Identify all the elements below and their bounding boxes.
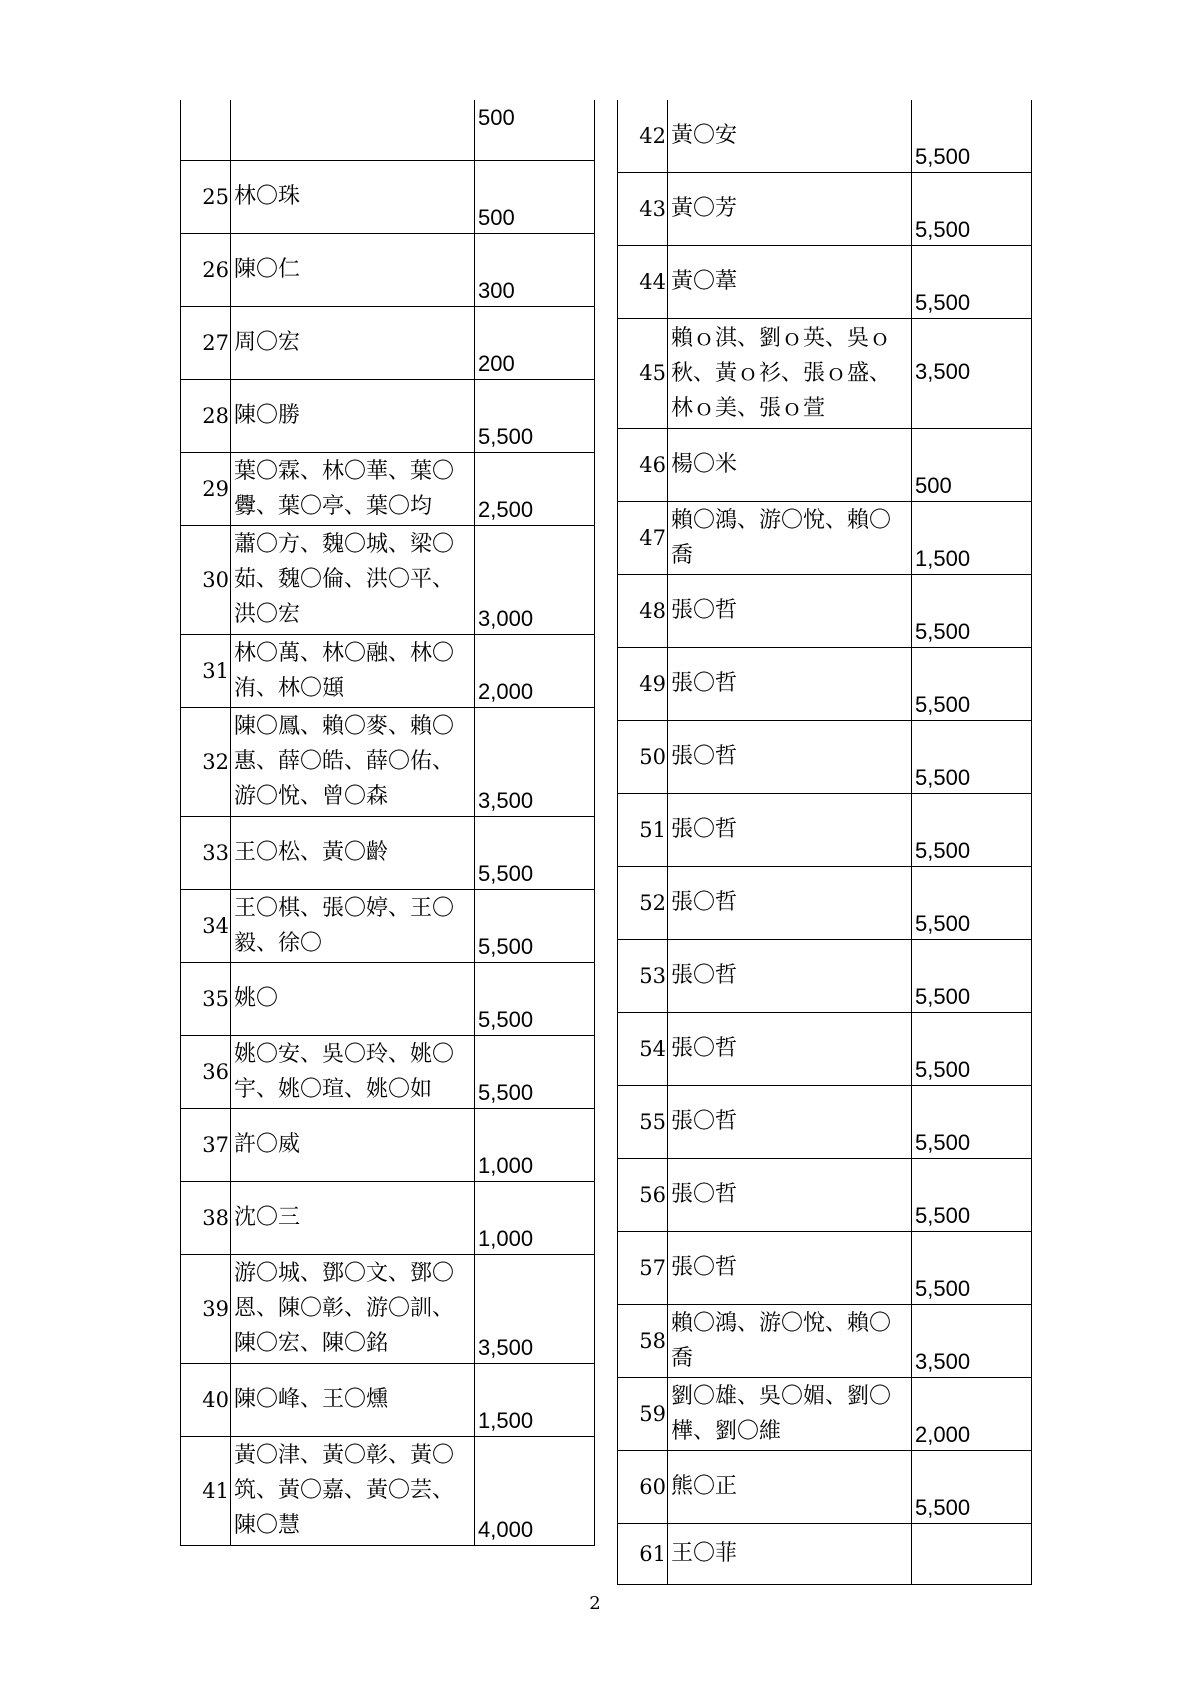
donor-names: 陳〇仁 [231, 233, 475, 306]
donor-names: 黃〇津、黃〇彰、黃〇筑、黃〇嘉、黃〇芸、陳〇慧 [231, 1436, 475, 1545]
donor-names: 陳〇勝 [231, 379, 475, 452]
donation-amount: 3,000 [475, 525, 595, 634]
donation-amount: 5,500 [912, 245, 1032, 318]
row-number: 57 [618, 1231, 668, 1304]
donor-names: 黃〇葦 [668, 245, 912, 318]
table-row [181, 707, 595, 816]
donor-names: 楊〇米 [668, 428, 912, 501]
donor-names: 賴〇鴻、游〇悅、賴〇喬 [668, 1304, 912, 1377]
donation-amount: 2,500 [475, 452, 595, 525]
donation-amount: 500 [475, 100, 595, 160]
row-number: 52 [618, 866, 668, 939]
donation-amount: 200 [475, 306, 595, 379]
table-row [181, 816, 595, 889]
row-number: 44 [618, 245, 668, 318]
table-row [181, 889, 595, 962]
row-number: 32 [181, 707, 231, 816]
donation-amount: 5,500 [912, 574, 1032, 647]
row-number: 29 [181, 452, 231, 525]
table-row [618, 793, 1032, 866]
row-number: 37 [181, 1108, 231, 1181]
table-row [181, 1254, 595, 1363]
donor-names: 張〇哲 [668, 1158, 912, 1231]
row-number: 26 [181, 233, 231, 306]
row-number: 33 [181, 816, 231, 889]
table-row [181, 1181, 595, 1254]
donation-amount: 5,500 [912, 866, 1032, 939]
donor-names: 葉〇霖、林〇華、葉〇釁、葉〇亭、葉〇均 [231, 452, 475, 525]
donor-names: 張〇哲 [668, 574, 912, 647]
donor-names: 游〇城、鄧〇文、鄧〇恩、陳〇彰、游〇訓、陳〇宏、陳〇銘 [231, 1254, 475, 1363]
table-row [618, 574, 1032, 647]
donation-amount: 5,500 [912, 1231, 1032, 1304]
table-row [181, 379, 595, 452]
donation-amount: 5,500 [912, 1450, 1032, 1523]
table-row [618, 501, 1032, 574]
donor-names: 劉〇雄、吳〇媚、劉〇樺、劉〇維 [668, 1377, 912, 1450]
donor-names: 張〇哲 [668, 793, 912, 866]
table-row [618, 866, 1032, 939]
donor-names: 張〇哲 [668, 1231, 912, 1304]
row-number: 27 [181, 306, 231, 379]
donation-amount: 5,500 [475, 889, 595, 962]
donation-amount: 5,500 [912, 1158, 1032, 1231]
donation-amount: 1,000 [475, 1181, 595, 1254]
donor-names: 陳〇峰、王〇燻 [231, 1363, 475, 1436]
donor-names: 姚〇安、吳〇玲、姚〇宇、姚〇瑄、姚〇如 [231, 1035, 475, 1108]
table-row [181, 306, 595, 379]
table-row [618, 245, 1032, 318]
donation-amount: 5,500 [475, 816, 595, 889]
donor-names: 熊〇正 [668, 1450, 912, 1523]
donor-names: 賴ｏ淇、劉ｏ英、吳ｏ秋、黃ｏ衫、張ｏ盛、林ｏ美、張ｏ萱 [668, 318, 912, 428]
row-number: 36 [181, 1035, 231, 1108]
donation-amount: 5,500 [475, 962, 595, 1035]
row-number: 58 [618, 1304, 668, 1377]
donation-amount: 5,500 [912, 100, 1032, 172]
page-number: 2 [589, 1593, 601, 1614]
row-number: 51 [618, 793, 668, 866]
table-row [181, 1035, 595, 1108]
donation-amount: 5,500 [912, 720, 1032, 793]
donation-amount: 5,500 [912, 939, 1032, 1012]
table-row [618, 1158, 1032, 1231]
donor-names: 沈〇三 [231, 1181, 475, 1254]
donation-amount: 5,500 [912, 1012, 1032, 1085]
donation-amount: 1,500 [475, 1363, 595, 1436]
row-number: 48 [618, 574, 668, 647]
table-row [181, 100, 595, 160]
row-number: 55 [618, 1085, 668, 1158]
table-row [618, 647, 1032, 720]
row-number: 28 [181, 379, 231, 452]
table-row [618, 1450, 1032, 1523]
table-row [618, 1304, 1032, 1377]
donor-names: 林〇珠 [231, 160, 475, 233]
donation-amount: 5,500 [912, 1085, 1032, 1158]
donation-table-right [617, 100, 1032, 1585]
table-row [618, 1012, 1032, 1085]
row-number: 53 [618, 939, 668, 1012]
row-number: 42 [618, 100, 668, 172]
row-number: 43 [618, 172, 668, 245]
donor-names: 黃〇安 [668, 100, 912, 172]
donation-amount: 5,500 [912, 172, 1032, 245]
donation-amount: 3,500 [475, 707, 595, 816]
donor-names: 張〇哲 [668, 1012, 912, 1085]
table-row [618, 1523, 1032, 1584]
row-number: 40 [181, 1363, 231, 1436]
donation-amount: 4,000 [475, 1436, 595, 1545]
table-row [618, 318, 1032, 428]
donor-names: 王〇松、黃〇齡 [231, 816, 475, 889]
donor-names: 張〇哲 [668, 939, 912, 1012]
donor-names: 陳〇鳳、賴〇麥、賴〇惠、薛〇皓、薛〇佑、游〇悅、曾〇森 [231, 707, 475, 816]
donation-amount: 5,500 [912, 793, 1032, 866]
table-row [618, 1231, 1032, 1304]
donation-table-left [180, 100, 595, 1546]
donation-amount: 3,500 [912, 1304, 1032, 1377]
donor-names: 許〇威 [231, 1108, 475, 1181]
donation-amount: 300 [475, 233, 595, 306]
donation-amount: 1,500 [912, 501, 1032, 574]
table-row [618, 1085, 1032, 1158]
row-number: 50 [618, 720, 668, 793]
row-number: 56 [618, 1158, 668, 1231]
table-row [181, 452, 595, 525]
donation-amount: 2,000 [912, 1377, 1032, 1450]
donor-names: 王〇菲 [668, 1523, 912, 1584]
donor-names: 張〇哲 [668, 866, 912, 939]
row-number: 31 [181, 634, 231, 707]
row-number: 59 [618, 1377, 668, 1450]
donation-amount [912, 1523, 1032, 1584]
table-row [181, 1436, 595, 1545]
donation-amount: 5,500 [475, 379, 595, 452]
row-number: 39 [181, 1254, 231, 1363]
donation-amount: 1,000 [475, 1108, 595, 1181]
row-number: 49 [618, 647, 668, 720]
row-number: 45 [618, 318, 668, 428]
donor-names: 蕭〇方、魏〇城、梁〇茹、魏〇倫、洪〇平、洪〇宏 [231, 525, 475, 634]
table-row [181, 233, 595, 306]
table-row [618, 939, 1032, 1012]
row-number: 38 [181, 1181, 231, 1254]
donor-names: 林〇萬、林〇融、林〇洧、林〇頲 [231, 634, 475, 707]
table-row [618, 428, 1032, 501]
table-row [181, 962, 595, 1035]
donor-names: 賴〇鴻、游〇悅、賴〇喬 [668, 501, 912, 574]
row-number [181, 100, 231, 160]
donation-amount: 5,500 [912, 647, 1032, 720]
table-row [618, 172, 1032, 245]
donation-amount: 500 [912, 428, 1032, 501]
row-number: 60 [618, 1450, 668, 1523]
row-number: 47 [618, 501, 668, 574]
row-number: 30 [181, 525, 231, 634]
table-row [618, 1377, 1032, 1450]
donor-names: 王〇棋、張〇婷、王〇毅、徐〇 [231, 889, 475, 962]
row-number: 41 [181, 1436, 231, 1545]
donor-names: 姚〇 [231, 962, 475, 1035]
donor-names: 周〇宏 [231, 306, 475, 379]
donation-amount: 5,500 [475, 1035, 595, 1108]
table-row [181, 1363, 595, 1436]
table-row [618, 100, 1032, 172]
table-row [618, 720, 1032, 793]
donor-names: 張〇哲 [668, 647, 912, 720]
row-number: 35 [181, 962, 231, 1035]
donor-names: 張〇哲 [668, 720, 912, 793]
row-number: 25 [181, 160, 231, 233]
row-number: 34 [181, 889, 231, 962]
row-number: 54 [618, 1012, 668, 1085]
donor-names [231, 100, 475, 160]
row-number: 61 [618, 1523, 668, 1584]
donation-amount: 3,500 [475, 1254, 595, 1363]
donation-amount: 500 [475, 160, 595, 233]
donor-names: 黃〇芳 [668, 172, 912, 245]
donor-names: 張〇哲 [668, 1085, 912, 1158]
donation-amount: 2,000 [475, 634, 595, 707]
table-row [181, 634, 595, 707]
table-row [181, 1108, 595, 1181]
table-row [181, 525, 595, 634]
row-number: 46 [618, 428, 668, 501]
table-row [181, 160, 595, 233]
donation-amount: 3,500 [912, 318, 1032, 428]
